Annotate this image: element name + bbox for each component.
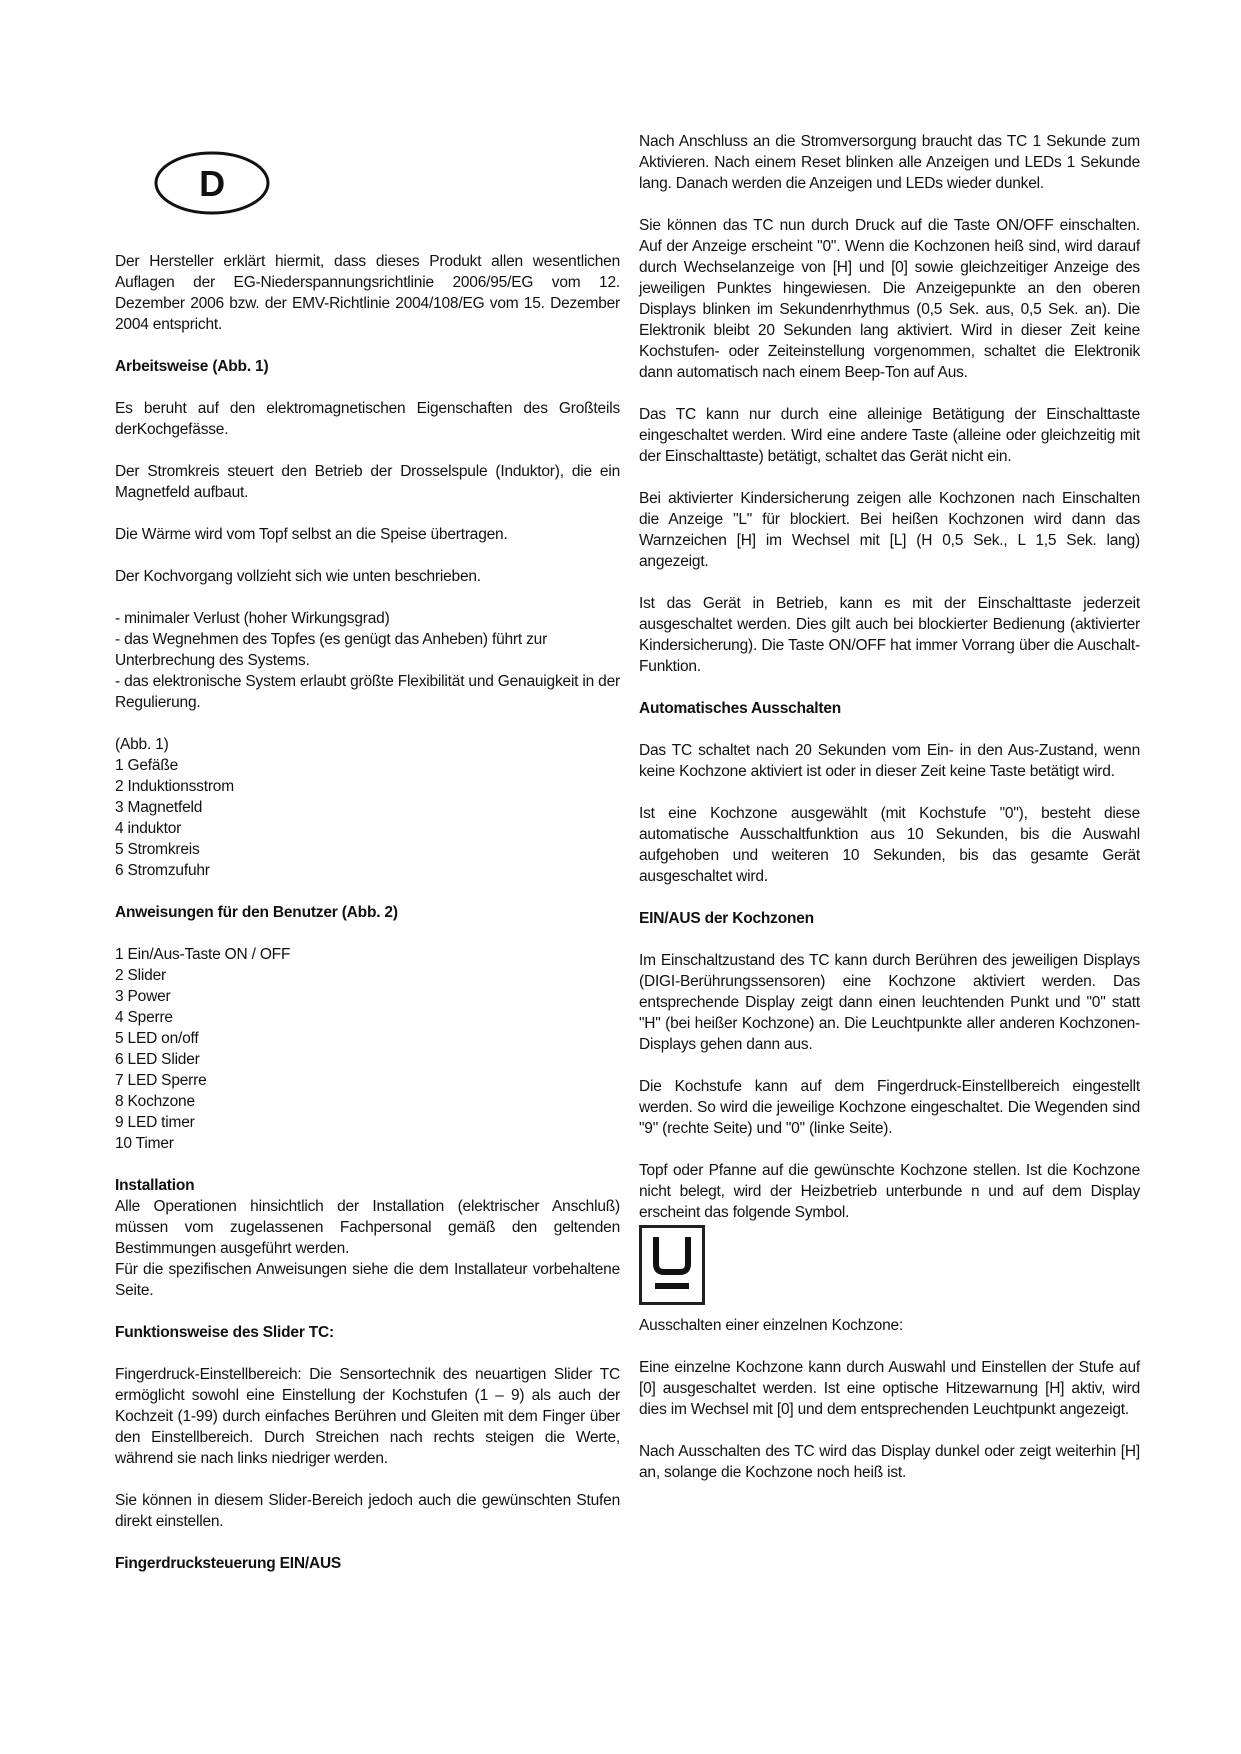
list-item: 7 LED Sperre bbox=[115, 1072, 207, 1089]
list-item: 10 Timer bbox=[115, 1135, 174, 1152]
paragraph: Nach Ausschalten des TC wird das Display dunkel oder zeigt weiterhin [H] an, solange die Kochzone noch heiß ist. bbox=[639, 1443, 1140, 1481]
list-item: 8 Kochzone bbox=[115, 1093, 195, 1110]
paragraph: Bei aktivierter Kindersicherung zeigen alle Kochzonen nach Einschalten die Anzeige "L" für blockiert. Bei heißen Kochzonen wird dann das Warnzeichen [H] im Wechsel mit [L] (H 0,5 Sek., L 1,5 Sek. lang) angezeigt. bbox=[639, 490, 1140, 570]
paragraph: Der Stromkreis steuert den Betrieb der Drosselspule (Induktor), die ein Magnetfeld aufbaut. bbox=[115, 463, 620, 501]
paragraph: Ist das Gerät in Betrieb, kann es mit der Einschalttaste jederzeit ausgeschaltet werden. Dies gilt auch bei blockierter Bedienung (aktivierter Kindersicherung). Die Taste ON/OFF hat immer Vorrang über die Auschalt-Funktion. bbox=[639, 595, 1140, 675]
paragraph: Das TC kann nur durch eine alleinige Betätigung der Einschalttaste eingeschaltet werden. Wird eine andere Taste (alleine oder gleichzeitig mit der Einschalttaste) betätigt, schaltet das Gerät nicht ein. bbox=[639, 406, 1140, 465]
list-item: - das Wegnehmen des Topfes (es genügt das Anheben) führt zur Unterbrechung des Systems. bbox=[115, 631, 548, 669]
list-item: 9 LED timer bbox=[115, 1114, 195, 1131]
list-item: 1 Gefäße bbox=[115, 757, 179, 774]
list-item: 4 induktor bbox=[115, 820, 182, 837]
paragraph: Sie können in diesem Slider-Bereich jedoch auch die gewünschten Stufen direkt einstellen. bbox=[115, 1492, 620, 1530]
list-item: 4 Sperre bbox=[115, 1009, 173, 1026]
no-pot-symbol bbox=[639, 1225, 705, 1305]
paragraph: Ist eine Kochzone ausgewählt (mit Kochstufe "0"), besteht diese automatische Ausschaltfunktion aus 10 Sekunden, bis die Auswahl aufgehoben und weiteren 10 Sekunden, bis das gesamte Gerät ausgeschaltet wird. bbox=[639, 805, 1140, 885]
paragraph: Die Wärme wird vom Topf selbst an die Speise übertragen. bbox=[115, 526, 508, 543]
paragraph: Ausschalten einer einzelnen Kochzone: bbox=[639, 1317, 904, 1334]
legend-title: (Abb. 1) bbox=[115, 736, 169, 753]
paragraph: Für die spezifischen Anweisungen siehe die dem Installateur vorbehaltene Seite. bbox=[115, 1261, 620, 1299]
paragraph: Eine einzelne Kochzone kann durch Auswahl und Einstellen der Stufe auf [0] ausgeschaltet werden. Ist eine optische Hitzewarnung [H] aktiv, wird dies im Wechsel mit [0] und dem entsprechenden Leuchtpunkt angezeigt. bbox=[639, 1359, 1140, 1418]
left-column bbox=[115, 150, 620, 1595]
abb1-legend bbox=[115, 734, 620, 881]
heading-arbeitsweise: Arbeitsweise (Abb. 1) bbox=[115, 358, 269, 375]
list-item: 1 Ein/Aus-Taste ON / OFF bbox=[115, 946, 291, 963]
paragraph: Das TC schaltet nach 20 Sekunden vom Ein- in den Aus-Zustand, wenn keine Kochzone aktiviert ist oder in dieser Zeit keine Taste betätigt wird. bbox=[639, 742, 1140, 780]
list-item: 3 Power bbox=[115, 988, 171, 1005]
right-column bbox=[639, 131, 1140, 1504]
paragraph: Der Kochvorgang vollzieht sich wie unten beschrieben. bbox=[115, 568, 481, 585]
list-item: 2 Induktionsstrom bbox=[115, 778, 234, 795]
feature-list bbox=[115, 608, 620, 713]
paragraph: Topf oder Pfanne auf die gewünschte Kochzone stellen. Ist die Kochzone nicht belegt, wird der Heizbetrieb unterbunde n und auf dem Display erscheint das folgende Symbol. bbox=[639, 1162, 1140, 1221]
list-item: 5 LED on/off bbox=[115, 1030, 199, 1047]
list-item: 2 Slider bbox=[115, 967, 166, 984]
list-item: 6 Stromzufuhr bbox=[115, 862, 210, 879]
heading-einaus-kochzonen: EIN/AUS der Kochzonen bbox=[639, 910, 814, 927]
paragraph: Im Einschaltzustand des TC kann durch Berühren des jeweiligen Displays (DIGI-Berührungssensoren) eine Kochzone aktiviert werden. Das entsprechende Display zeigt dann einen leuchtenden Punkt und "0" statt "H" (bei heißer Kochzone) an. Die Leuchtpunkte aller anderen Kochzonen-Displays gehen dann aus. bbox=[639, 952, 1140, 1053]
list-item: 3 Magnetfeld bbox=[115, 799, 203, 816]
paragraph: Nach Anschluss an die Stromversorgung braucht das TC 1 Sekunde zum Aktivieren. Nach einem Reset blinken alle Anzeigen und LEDs 1 Sekunde lang. Danach werden die Anzeigen und LEDs wieder dunkel. bbox=[639, 133, 1140, 192]
list-item: 6 LED Slider bbox=[115, 1051, 200, 1068]
paragraph: Sie können das TC nun durch Druck auf die Taste ON/OFF einschalten. Auf der Anzeige erscheint "0". Wenn die Kochzonen heiß sind, wird darauf durch Wechselanzeige von [H] und [0] sowie gleichzeitiger Anzeige des jeweiligen Punktes hingewiesen. Die Anzeigepunkte an den oberen Displays blinken im Sekundenrhythmus (0,5 Sek. aus, 0,5 Sek. an). Die Elektronik bleibt 20 Sekunden lang aktiviert. Wird in dieser Zeit keine Kochstufen- oder Zeiteinstellung vorgenommen, schaltet die Elektronik dann automatisch nach einem Beep-Ton auf Aus. bbox=[639, 217, 1140, 381]
paragraph: Fingerdruck-Einstellbereich: Die Sensortechnik des neuartigen Slider TC ermöglicht sowohl eine Einstellung der Kochstufen (1 – 9) als auch der Kochzeit (1-99) durch einfaches Berühren und Gleiten mit dem Finger über den Einstellbereich. Durch Streichen nach rechts steigen die Werte, während sie nach links niedriger werden. bbox=[115, 1366, 620, 1467]
heading-auto-ausschalten: Automatisches Ausschalten bbox=[639, 700, 842, 717]
heading-funktionsweise: Funktionsweise des Slider TC: bbox=[115, 1324, 334, 1341]
country-letter: D bbox=[199, 162, 225, 204]
paragraph: Es beruht auf den elektromagnetischen Eigenschaften des Großteils derKochgefässe. bbox=[115, 400, 620, 438]
country-badge bbox=[153, 150, 271, 216]
list-item: 5 Stromkreis bbox=[115, 841, 200, 858]
paragraph: Die Kochstufe kann auf dem Fingerdruck-Einstellbereich eingestellt werden. So wird die jeweilige Kochzone eingeschaltet. Die Wegenden sind "9" (rechte Seite) und "0" (linke Seite). bbox=[639, 1078, 1140, 1137]
list-item: - das elektronische System erlaubt größte Flexibilität und Genauigkeit in der Regulierung. bbox=[115, 673, 620, 711]
abb2-legend bbox=[115, 944, 620, 1154]
intro-text: Der Hersteller erklärt hiermit, dass dieses Produkt allen wesentlichen Auflagen der EG-Niederspannungsrichtlinie 2006/95/EG vom 12. Dezember 2006 bzw. der EMV-Richtlinie 2004/108/EG vom 15. Dezember 2004 entspricht. bbox=[115, 253, 620, 333]
heading-fingerdruck: Fingerdrucksteuerung EIN/AUS bbox=[115, 1555, 342, 1572]
heading-anweisungen: Anweisungen für den Benutzer (Abb. 2) bbox=[115, 904, 398, 921]
list-item: - minimaler Verlust (hoher Wirkungsgrad) bbox=[115, 610, 390, 627]
paragraph: Alle Operationen hinsichtlich der Installation (elektrischer Anschluß) müssen vom zugelassenen Fachpersonal gemäß den geltenden Bestimmungen ausgeführt werden. bbox=[115, 1198, 620, 1257]
heading-installation: Installation bbox=[115, 1177, 195, 1194]
display-u-symbol-icon bbox=[642, 1228, 702, 1302]
